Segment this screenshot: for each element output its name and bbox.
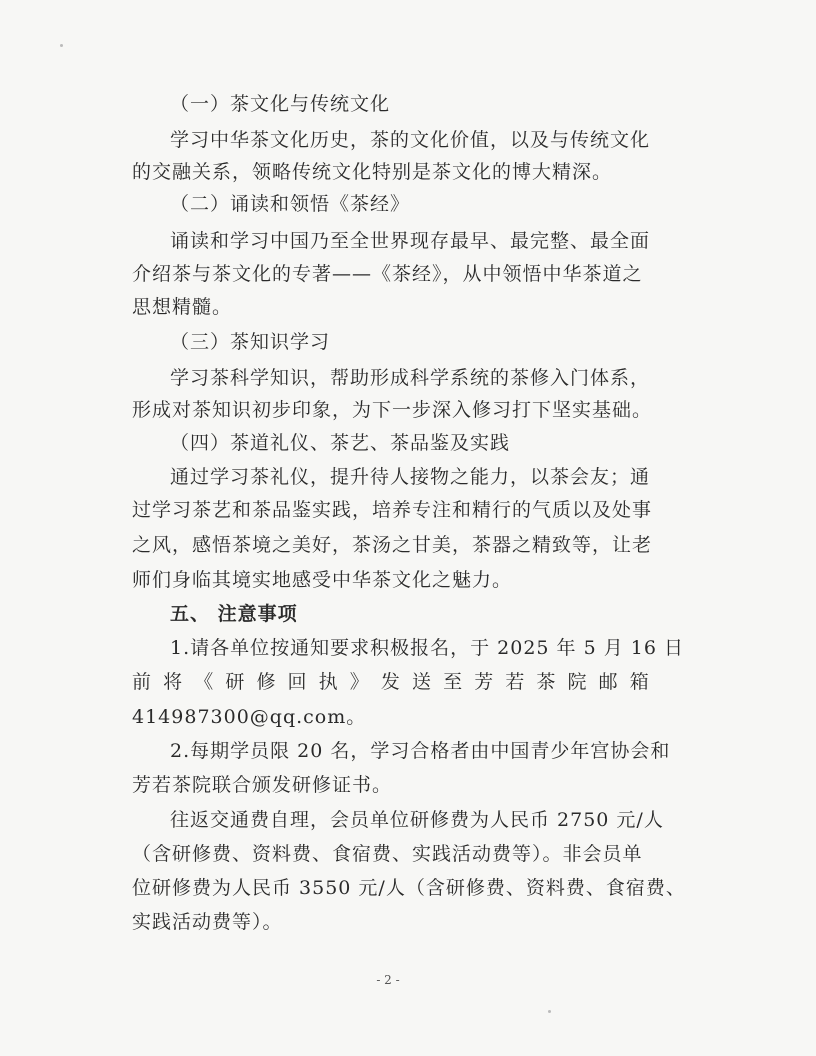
notice-item-1-line-2 xyxy=(132,666,650,698)
notice-item-2-line-2: 芳若茶院联合颁发研修证书。 xyxy=(132,774,393,796)
notice-heading: 五、 注意事项 xyxy=(170,603,298,625)
section-3-heading: （三）茶知识学习 xyxy=(170,331,331,353)
section-1-heading: （一）茶文化与传统文化 xyxy=(170,93,391,115)
notice-item-1-line-1: 1.请各单位按通知要求积极报名，于 2025 年 5 月 16 日 xyxy=(170,637,684,659)
section-2-line-2: 介绍茶与茶文化的专著——《茶经》，从中领悟中华茶道之 xyxy=(132,263,643,285)
section-3-line-2: 形成对茶知识初步印象，为下一步深入修习打下坚实基础。 xyxy=(132,399,653,421)
word: 将 xyxy=(163,671,184,693)
word: 院 xyxy=(567,671,588,693)
fees-line-2: （含研修费、资料费、食宿费、实践活动费等）。非会员单 xyxy=(132,843,643,865)
section-4-heading: （四）茶道礼仪、茶艺、茶品鉴及实践 xyxy=(170,432,511,454)
fees-line-3: 位研修费为人民币 3550 元/人（含研修费、资料费、食宿费、 xyxy=(132,877,686,899)
word: 回 xyxy=(287,671,308,693)
word: 研 xyxy=(225,671,246,693)
section-2-heading: （二）诵读和领悟《茶经》 xyxy=(170,193,411,215)
scan-speck xyxy=(548,1010,551,1013)
word: 执 xyxy=(318,671,339,693)
notice-email: 414987300@qq.com。 xyxy=(132,706,367,728)
word: 若 xyxy=(505,671,526,693)
scan-speck xyxy=(60,44,63,47)
word: 》 xyxy=(349,671,370,693)
word: 邮 xyxy=(598,671,619,693)
section-4-line-1: 通过学习茶礼仪，提升待人接物之能力，以茶会友；通 xyxy=(170,466,651,488)
fees-line-4: 实践活动费等）。 xyxy=(132,911,283,933)
word: 送 xyxy=(411,671,432,693)
section-2-line-1: 诵读和学习中国乃至全世界现存最早、最完整、最全面 xyxy=(170,230,651,252)
word: 茶 xyxy=(536,671,557,693)
page-number: - 2 - xyxy=(376,973,400,987)
section-3-line-1: 学习茶科学知识，帮助形成科学系统的茶修入门体系， xyxy=(170,367,651,389)
word: 发 xyxy=(380,671,401,693)
word: 箱 xyxy=(629,671,650,693)
word: 《 xyxy=(194,671,215,693)
fees-line-1: 往返交通费自理，会员单位研修费为人民币 2750 元/人 xyxy=(170,809,664,831)
section-4-line-3: 之风，感悟茶境之美好，茶汤之甘美，茶器之精致等，让老 xyxy=(132,534,653,556)
section-2-line-3: 思想精髓。 xyxy=(132,296,233,318)
notice-item-2-line-1: 2.每期学员限 20 名，学习合格者由中国青少年宫协会和 xyxy=(170,740,671,762)
section-4-line-4: 师们身临其境实地感受中华茶文化之魅力。 xyxy=(132,569,513,591)
section-1-line-2: 的交融关系，领略传统文化特别是茶文化的博大精深。 xyxy=(132,161,613,183)
word: 至 xyxy=(443,671,464,693)
section-1-line-1: 学习中华茶文化历史，茶的文化价值，以及与传统文化 xyxy=(170,129,651,151)
section-4-line-2: 过学习茶艺和茶品鉴实践，培养专注和精行的气质以及处事 xyxy=(132,499,653,521)
word: 芳 xyxy=(474,671,495,693)
word: 前 xyxy=(132,671,153,693)
word: 修 xyxy=(256,671,277,693)
